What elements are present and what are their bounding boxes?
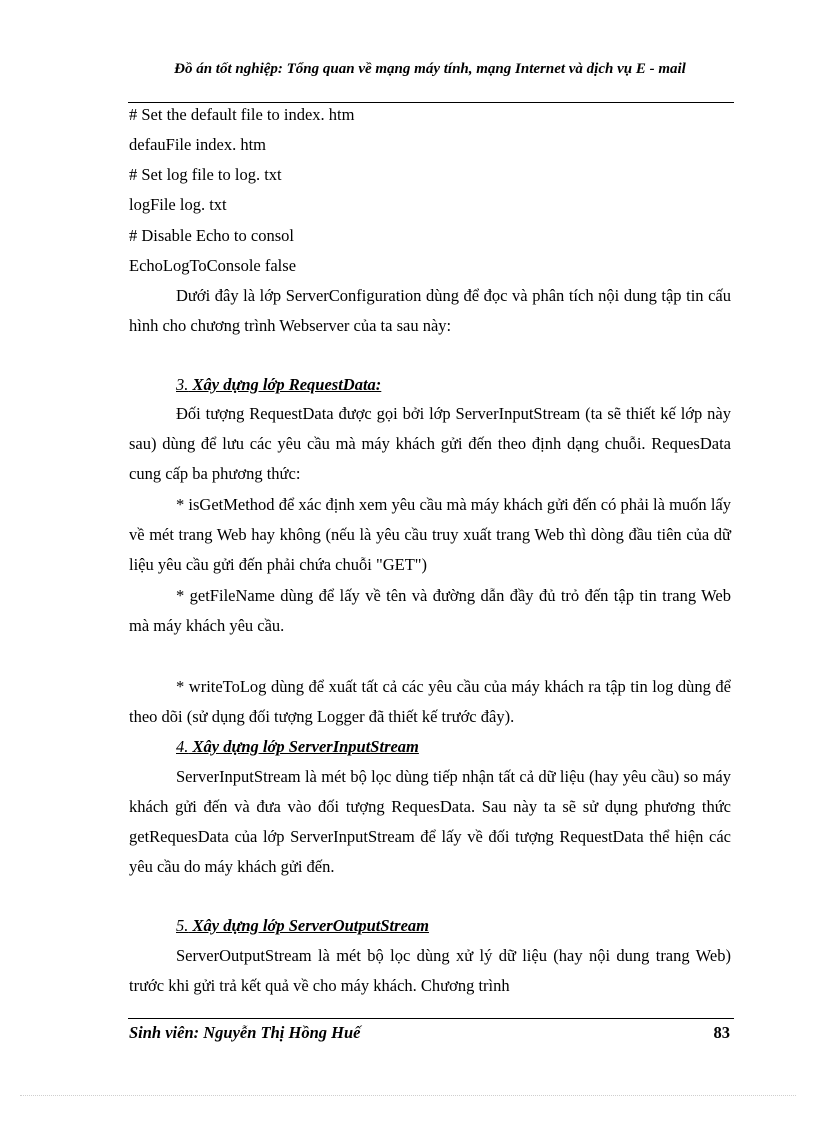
header-divider	[128, 102, 734, 103]
section-title: Xây dựng lớp ServerOutputStream	[192, 916, 429, 935]
body-paragraph: Đối tượng RequestData được gọi bởi lớp ServerInputStream (ta sẽ thiết kế lớp này sau) dùng để lưu các yêu cầu mà máy khách gửi đến theo định dạng chuỗi. RequesData cung cấp ba phương thức:	[129, 404, 731, 483]
section-heading-request-data	[176, 375, 381, 395]
footer-student-name: Sinh viên: Nguyễn Thị Hồng Huế	[129, 1023, 361, 1042]
body-paragraph: * isGetMethod để xác định xem yêu cầu mà máy khách gửi đến có phải là muốn lấy về mét trang Web hay không (nếu là yêu cầu truy xuất trang Web thì dòng đầu tiên của dữ liệu yêu cầu gửi đến phải chứa chuỗi "GET")	[129, 495, 731, 574]
section-number: 4.	[176, 737, 189, 756]
code-line: # Disable Echo to consol	[129, 226, 294, 245]
code-line: logFile log. txt	[129, 195, 227, 214]
section-number: 5.	[176, 916, 189, 935]
section-number: 3.	[176, 375, 189, 394]
section-heading-server-output-stream	[176, 916, 429, 936]
page-bottom-border	[20, 1095, 796, 1096]
section-title: Xây dựng lớp ServerInputStream	[192, 737, 419, 756]
body-paragraph: * writeToLog dùng để xuất tất cả các yêu cầu của máy khách ra tập tin log dùng để theo dõi (sử dụng đối tượng Logger đã thiết kế trước đây).	[129, 677, 731, 726]
code-line: EchoLogToConsole false	[129, 256, 297, 275]
footer-divider	[128, 1018, 734, 1019]
code-line: # Set the default file to index. htm	[129, 105, 355, 124]
code-line: # Set log file to log. txt	[129, 165, 282, 184]
body-paragraph: ServerOutputStream là mét bộ lọc dùng xử lý dữ liệu (hay nội dung trang Web) trước khi gửi trả kết quả về cho máy khách. Chương trình	[129, 946, 731, 995]
page-number: 83	[713, 1023, 730, 1042]
section-heading-server-input-stream	[176, 737, 419, 757]
section-title: Xây dựng lớp RequestData:	[192, 375, 382, 394]
body-paragraph: * getFileName dùng để lấy về tên và đường dẫn đầy đủ trỏ đến tập tin trang Web mà máy khách yêu cầu.	[129, 586, 731, 635]
code-line: defauFile index. htm	[129, 135, 267, 154]
body-paragraph: ServerInputStream là mét bộ lọc dùng tiếp nhận tất cả dữ liệu (hay yêu cầu) so máy khách gửi đến và đưa vào đối tượng RequesData. Sau này ta sẽ sử dụng phương thức getRequesData của lớp ServerInputStream để lấy về đối tượng RequestData thể hiện các yêu cầu do máy khách gửi đến.	[129, 767, 731, 876]
page-header-title: Đồ án tốt nghiệp: Tổng quan về mạng máy tính, mạng Internet và dịch vụ E - mail	[174, 61, 686, 77]
intro-paragraph: Dưới đây là lớp ServerConfiguration dùng để đọc và phân tích nội dung tập tin cấu hình cho chương trình Webserver của ta sau này:	[129, 286, 731, 335]
